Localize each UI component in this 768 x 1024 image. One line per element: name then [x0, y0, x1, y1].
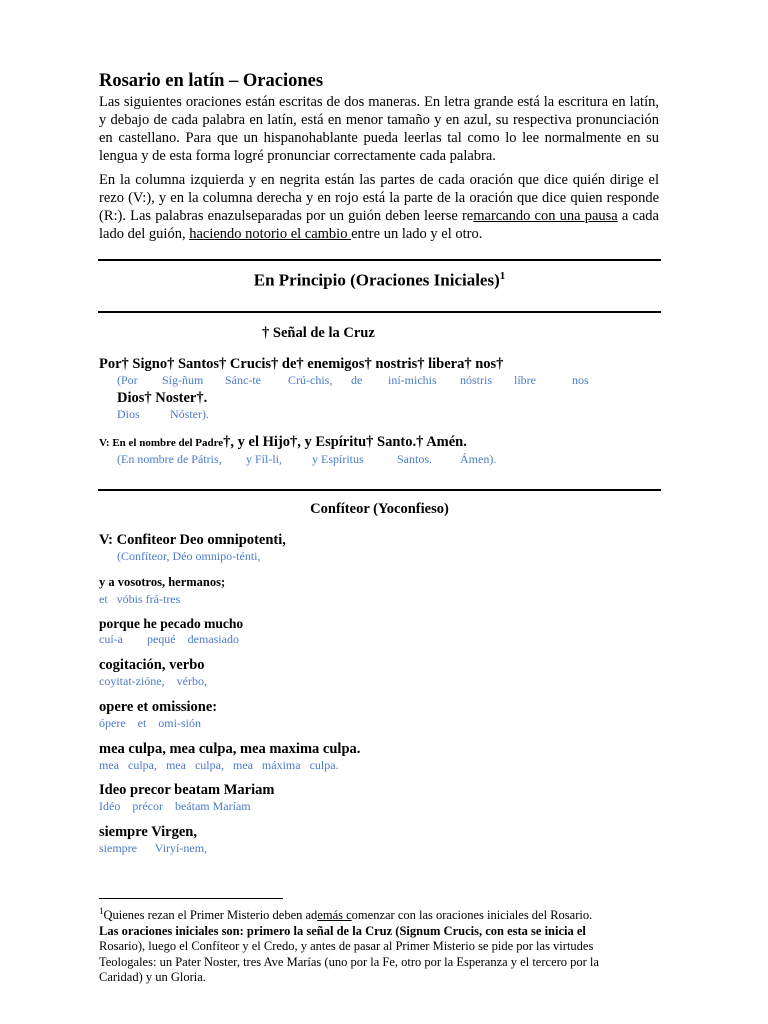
senal-pron-8: nos	[572, 373, 589, 387]
senal-pron-l3-1: y Fíl-li,	[246, 452, 283, 466]
footnote-bold: Las oraciones iniciales son: primero la señal de la Cruz (Signum Crucis, con esta se inicia el	[99, 923, 586, 938]
confiteor-line-4-pron: coyitat-zióne, vérbo,	[99, 674, 207, 688]
senal-line-3-latin	[99, 434, 467, 451]
confiteor-line-6-pron: mea culpa, mea culpa, mea máxima culpa.	[99, 758, 339, 772]
intro-text-b: a cada lado del guión,	[99, 208, 659, 242]
senal-pron-noster: Nóster).	[170, 407, 209, 421]
footnote-text-1: Quienes rezan el Primer Misterio deben ad	[103, 908, 318, 923]
senal-line-2-latin: Dios† Noster†.	[117, 390, 208, 406]
page-title: Rosario en latín – Oraciones	[99, 71, 324, 91]
footnote-separator	[99, 898, 283, 899]
footnote-ref: 1	[499, 270, 506, 282]
intro-underline-2: haciendo notorio el cambio	[189, 226, 352, 242]
senal-pron-1: Síg-ñum	[162, 373, 204, 387]
senal-pron-6: nóstris	[460, 373, 493, 387]
senal-line-1-latin: Por† Signo† Santos† Crucis† de† enemigos† nostris† libera† nos†	[99, 356, 504, 372]
confiteor-line-3-latin: porque he pecado mucho	[99, 616, 244, 631]
footnote-rest: Rosario), luego el Confíteor y el Credo, y antes de pasar al Primer Misterio se pide por las virtudes Teologales: un Pater Noster, tres Ave Marías (uno por la Fe, otro por la Esperanza y el tercero por la Caridad) y un Gloria.	[99, 939, 599, 985]
divider-3	[98, 489, 661, 491]
confiteor-line-8-pron: siempre Viryí-nem,	[99, 841, 208, 855]
intro-paragraph-2	[99, 171, 659, 243]
intro-text-c: entre un lado y el otro.	[351, 226, 483, 242]
confiteor-line-5-pron: ópere et omi-sión	[99, 716, 201, 730]
confiteor-line-2-pron: et vóbis frá-tres	[99, 592, 181, 606]
senal-pron-l3-2: y Espíritus	[312, 452, 364, 466]
confiteor-line-1-pron: (Confíteor, Déo omnipo-ténti,	[117, 549, 261, 563]
footnote-line-1	[99, 904, 639, 924]
confiteor-line-5-latin: opere et omissione:	[99, 699, 218, 715]
footnote-underlined: emás c	[317, 908, 352, 923]
confiteor-line-3-pron: cuí-a pequé demasiado	[99, 632, 239, 646]
confiteor-line-7-latin: Ideo precor beatam Mariam	[99, 782, 275, 798]
senal-pron-dios: Dios	[117, 407, 140, 421]
section-heading-principio	[98, 270, 661, 291]
confiteor-line-4-latin: cogitación, verbo	[99, 657, 205, 673]
divider-2	[98, 311, 661, 313]
footnote	[99, 904, 639, 986]
senal-pron-l3-3: Santos.	[397, 452, 433, 466]
confiteor-line-2-latin: y a vosotros, hermanos;	[99, 575, 226, 589]
senal-pron-3: Crú-chis,	[288, 373, 333, 387]
senal-heading: † Señal de la Cruz	[262, 325, 375, 341]
confiteor-line-1-latin: V: Confiteor Deo omnipotenti,	[99, 532, 286, 548]
intro-underline-1: marcando con una pausa	[473, 208, 618, 224]
document-body	[99, 70, 659, 249]
confiteor-line-6-latin: mea culpa, mea culpa, mea maxima culpa.	[99, 741, 361, 757]
senal-pron-l3-0: (En nombre de Pátris,	[117, 452, 222, 466]
footnote-text-2: omenzar con las oraciones iniciales del Rosario.	[351, 908, 593, 923]
confiteor-line-7-pron: Idéo précor beátam Maríam	[99, 799, 251, 813]
senal-pron-4: de	[351, 373, 363, 387]
senal-pron-5: iní-michis	[388, 373, 437, 387]
senal-pron-2: Sánc-te	[225, 373, 261, 387]
confiteor-line-8-latin: siempre Virgen,	[99, 824, 197, 840]
intro-paragraph-1: Las siguientes oraciones están escritas de dos maneras. En letra grande está la escritura en latín, y debajo de cada palabra en latín, está en menor tamaño y en azul, su respectiva pronunciación en castellano. Para que un hispanohablante pueda leerlas tal como lo lee normalmente en su lengua y de esta forma logré pronunciar correctamente cada palabra.	[99, 94, 659, 164]
confiteor-heading: Confíteor (Yoconfieso)	[310, 501, 449, 517]
divider-1	[98, 259, 661, 261]
senal-line-3-rest: †, y el Hijo†, y Espíritu† Santo.† Amén.	[223, 434, 467, 450]
senal-line-3-prefix: V: En el nombre del Padre	[99, 437, 224, 449]
section-heading-text: En Principio (Oraciones Iniciales)	[253, 270, 500, 290]
senal-pron-7: líbre	[514, 373, 536, 387]
intro-text-a: En la columna izquierda y en negrita están las partes de cada oración que dice quién dirige el rezo (V:), y en la columna derecha y en rojo está la parte de la oración que dice quien responde (R:). Las palabras enazulseparadas por un guión deben leerse re	[99, 172, 659, 224]
senal-pron-0: (Por	[117, 373, 138, 387]
footnote-mark: 1	[99, 906, 104, 916]
senal-pron-l3-4: Ámen).	[460, 452, 497, 466]
